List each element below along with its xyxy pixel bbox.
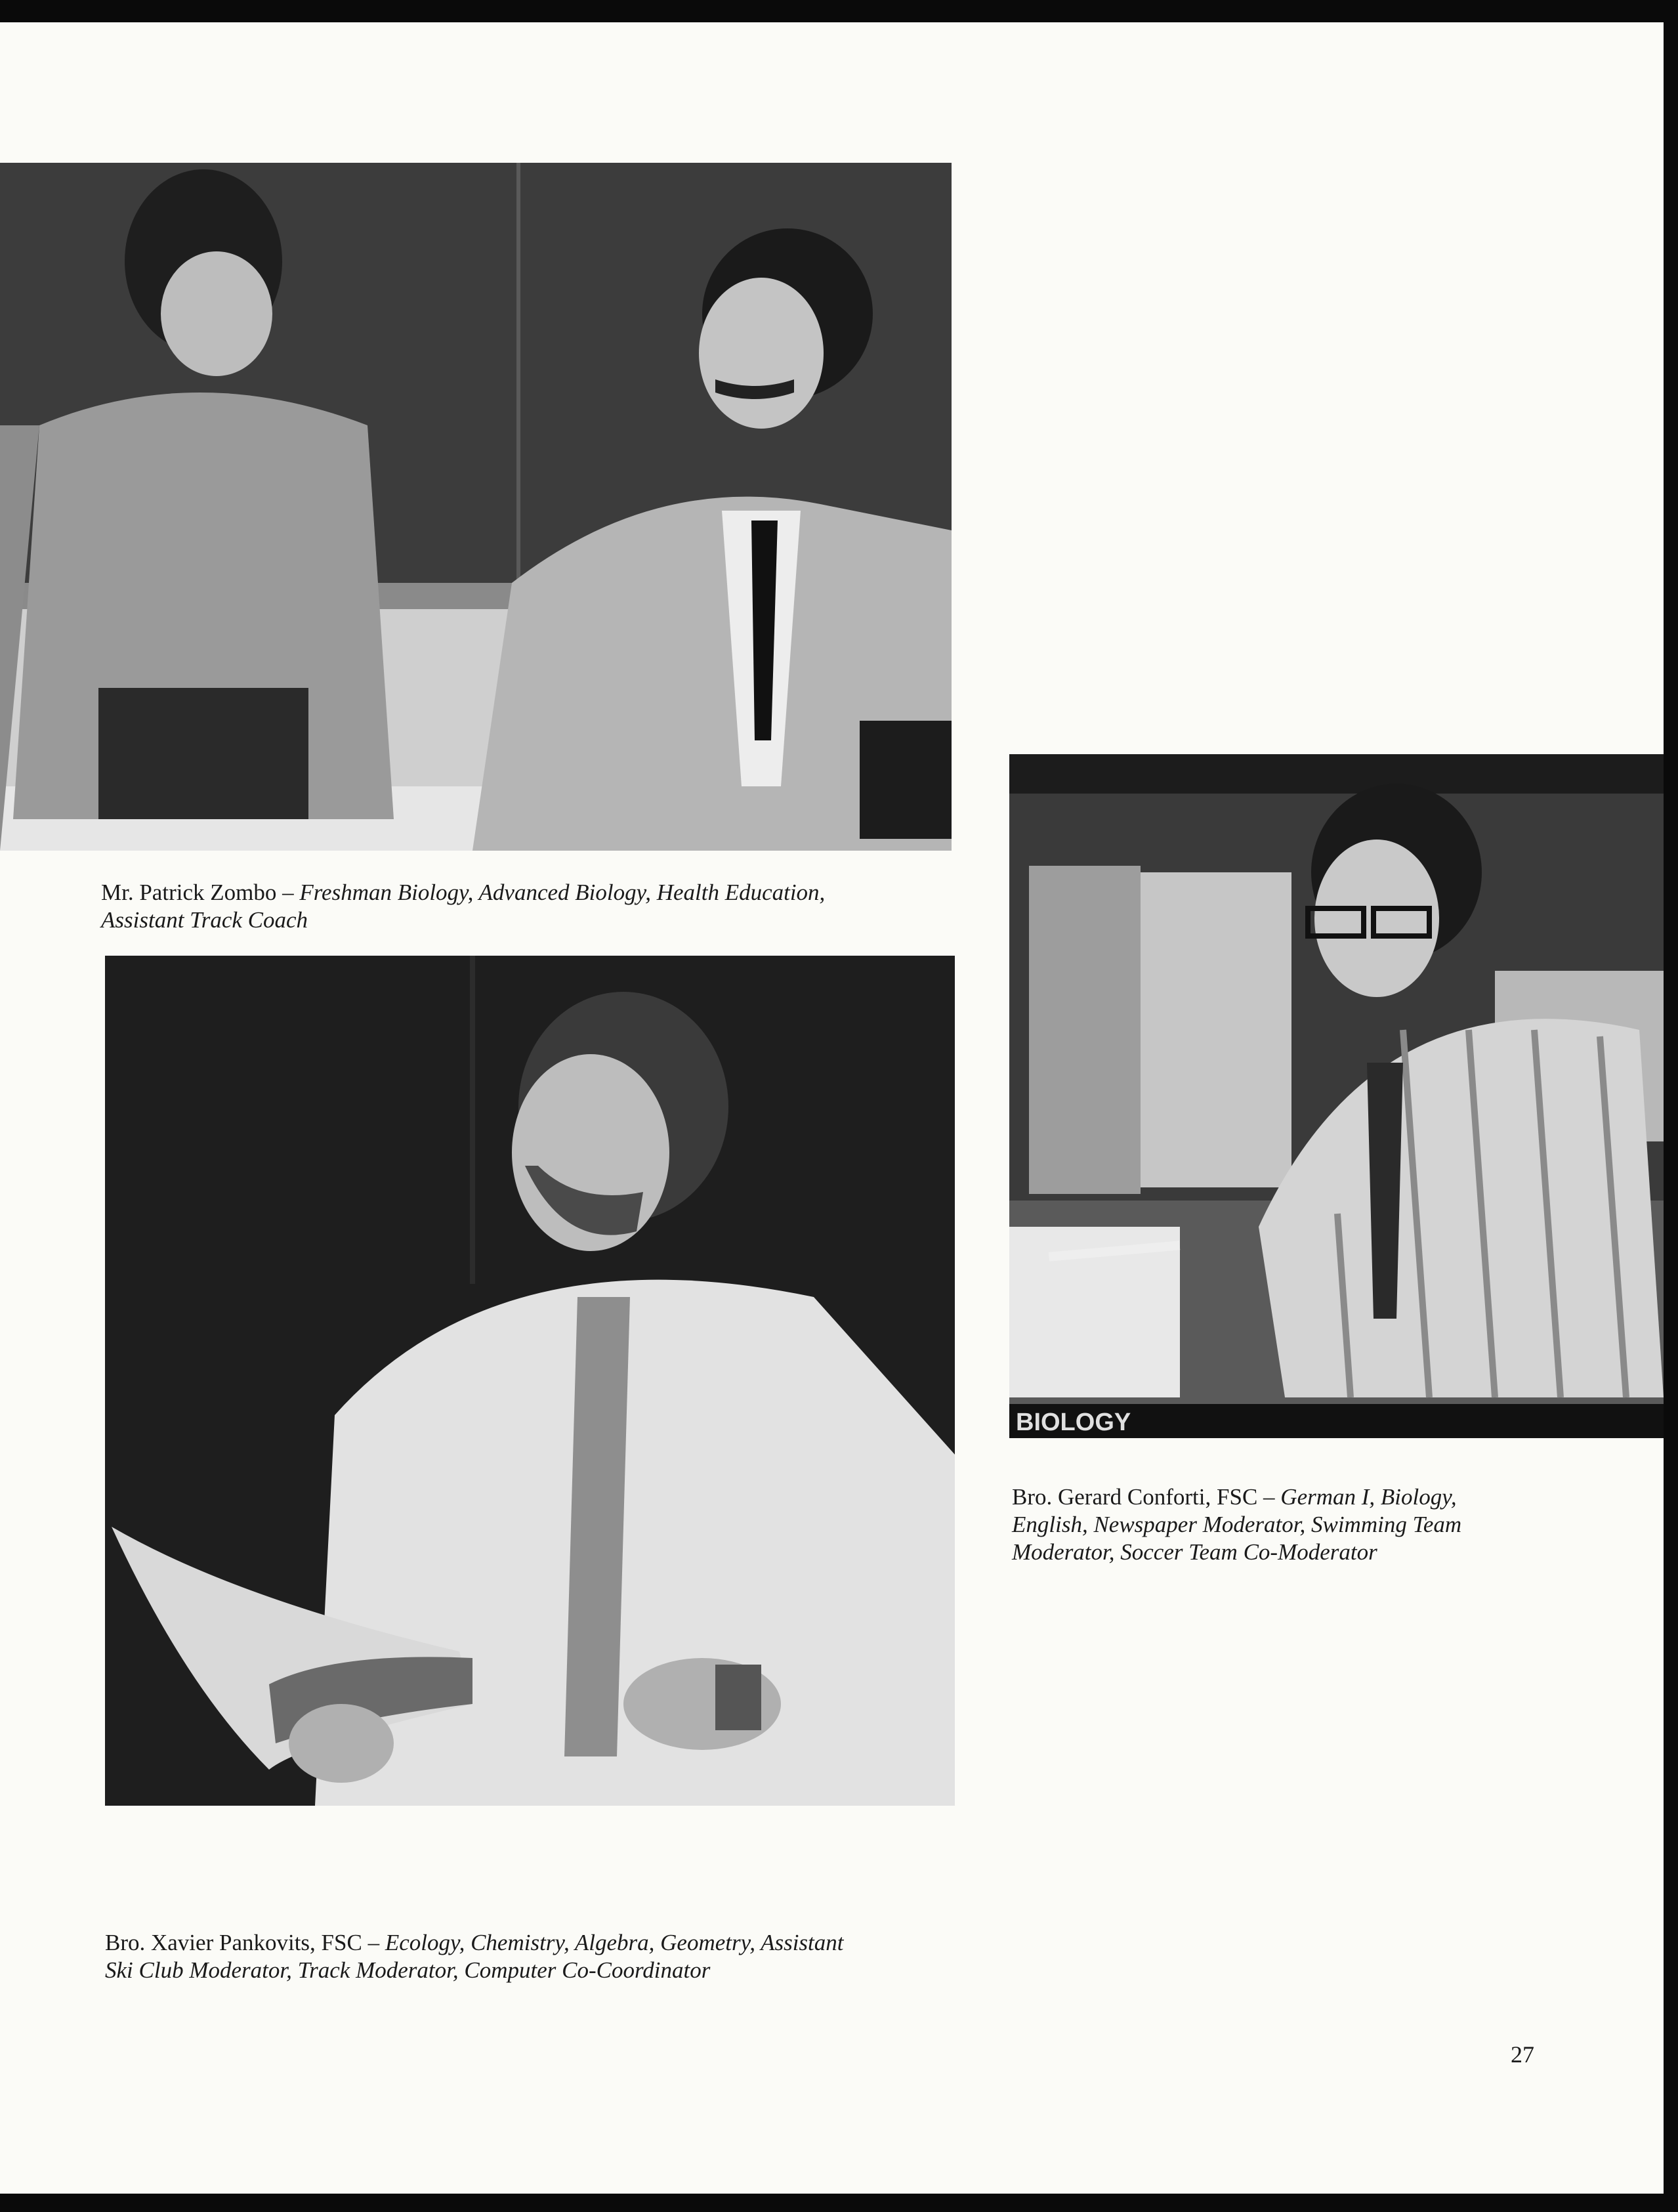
caption-xavier-pankovits — [105, 1929, 958, 1984]
caption-separator: – — [1257, 1484, 1281, 1510]
photo-patrick-zombo — [0, 163, 952, 851]
caption-pankovits-line2: Ski Club Moderator, Track Moderator, Computer Co-Coordinator — [105, 1957, 711, 1983]
caption-separator: – — [276, 880, 300, 905]
caption-name: Bro. Xavier Pankovits, FSC — [105, 1930, 362, 1955]
caption-separator: – — [362, 1930, 385, 1955]
caption-conforti-line1 — [1012, 1483, 1524, 1511]
caption-name: Mr. Patrick Zombo — [101, 880, 277, 905]
caption-name: Bro. Gerard Conforti, FSC — [1012, 1484, 1258, 1510]
photo-xavier-pankovits — [105, 956, 955, 1806]
caption-zombo-line1 — [101, 879, 951, 906]
caption-patrick-zombo — [101, 879, 951, 934]
caption-conforti-line2: English, Newspaper Moderator, Swimming Team — [1012, 1512, 1462, 1537]
caption-zombo-line2: Assistant Track Coach — [101, 907, 308, 933]
photo-gerard-conforti — [1009, 754, 1664, 1438]
caption-conforti-line3: Moderator, Soccer Team Co-Moderator — [1012, 1539, 1377, 1565]
caption-roles: Freshman Biology, Advanced Biology, Health Education, — [299, 880, 826, 905]
yearbook-page — [0, 22, 1664, 2194]
photo-conforti-image — [1009, 754, 1664, 1438]
caption-roles: Ecology, Chemistry, Algebra, Geometry, Assistant — [385, 1930, 844, 1955]
caption-gerard-conforti — [1012, 1483, 1524, 1566]
photo-pankovits-image — [105, 956, 955, 1806]
caption-pankovits-line1 — [105, 1929, 958, 1957]
page-number: 27 — [1511, 2041, 1534, 2068]
caption-roles: German I, Biology, — [1280, 1484, 1457, 1510]
book-spine-label: BIOLOGY — [1016, 1409, 1131, 1436]
photo-zombo-image — [0, 163, 952, 851]
